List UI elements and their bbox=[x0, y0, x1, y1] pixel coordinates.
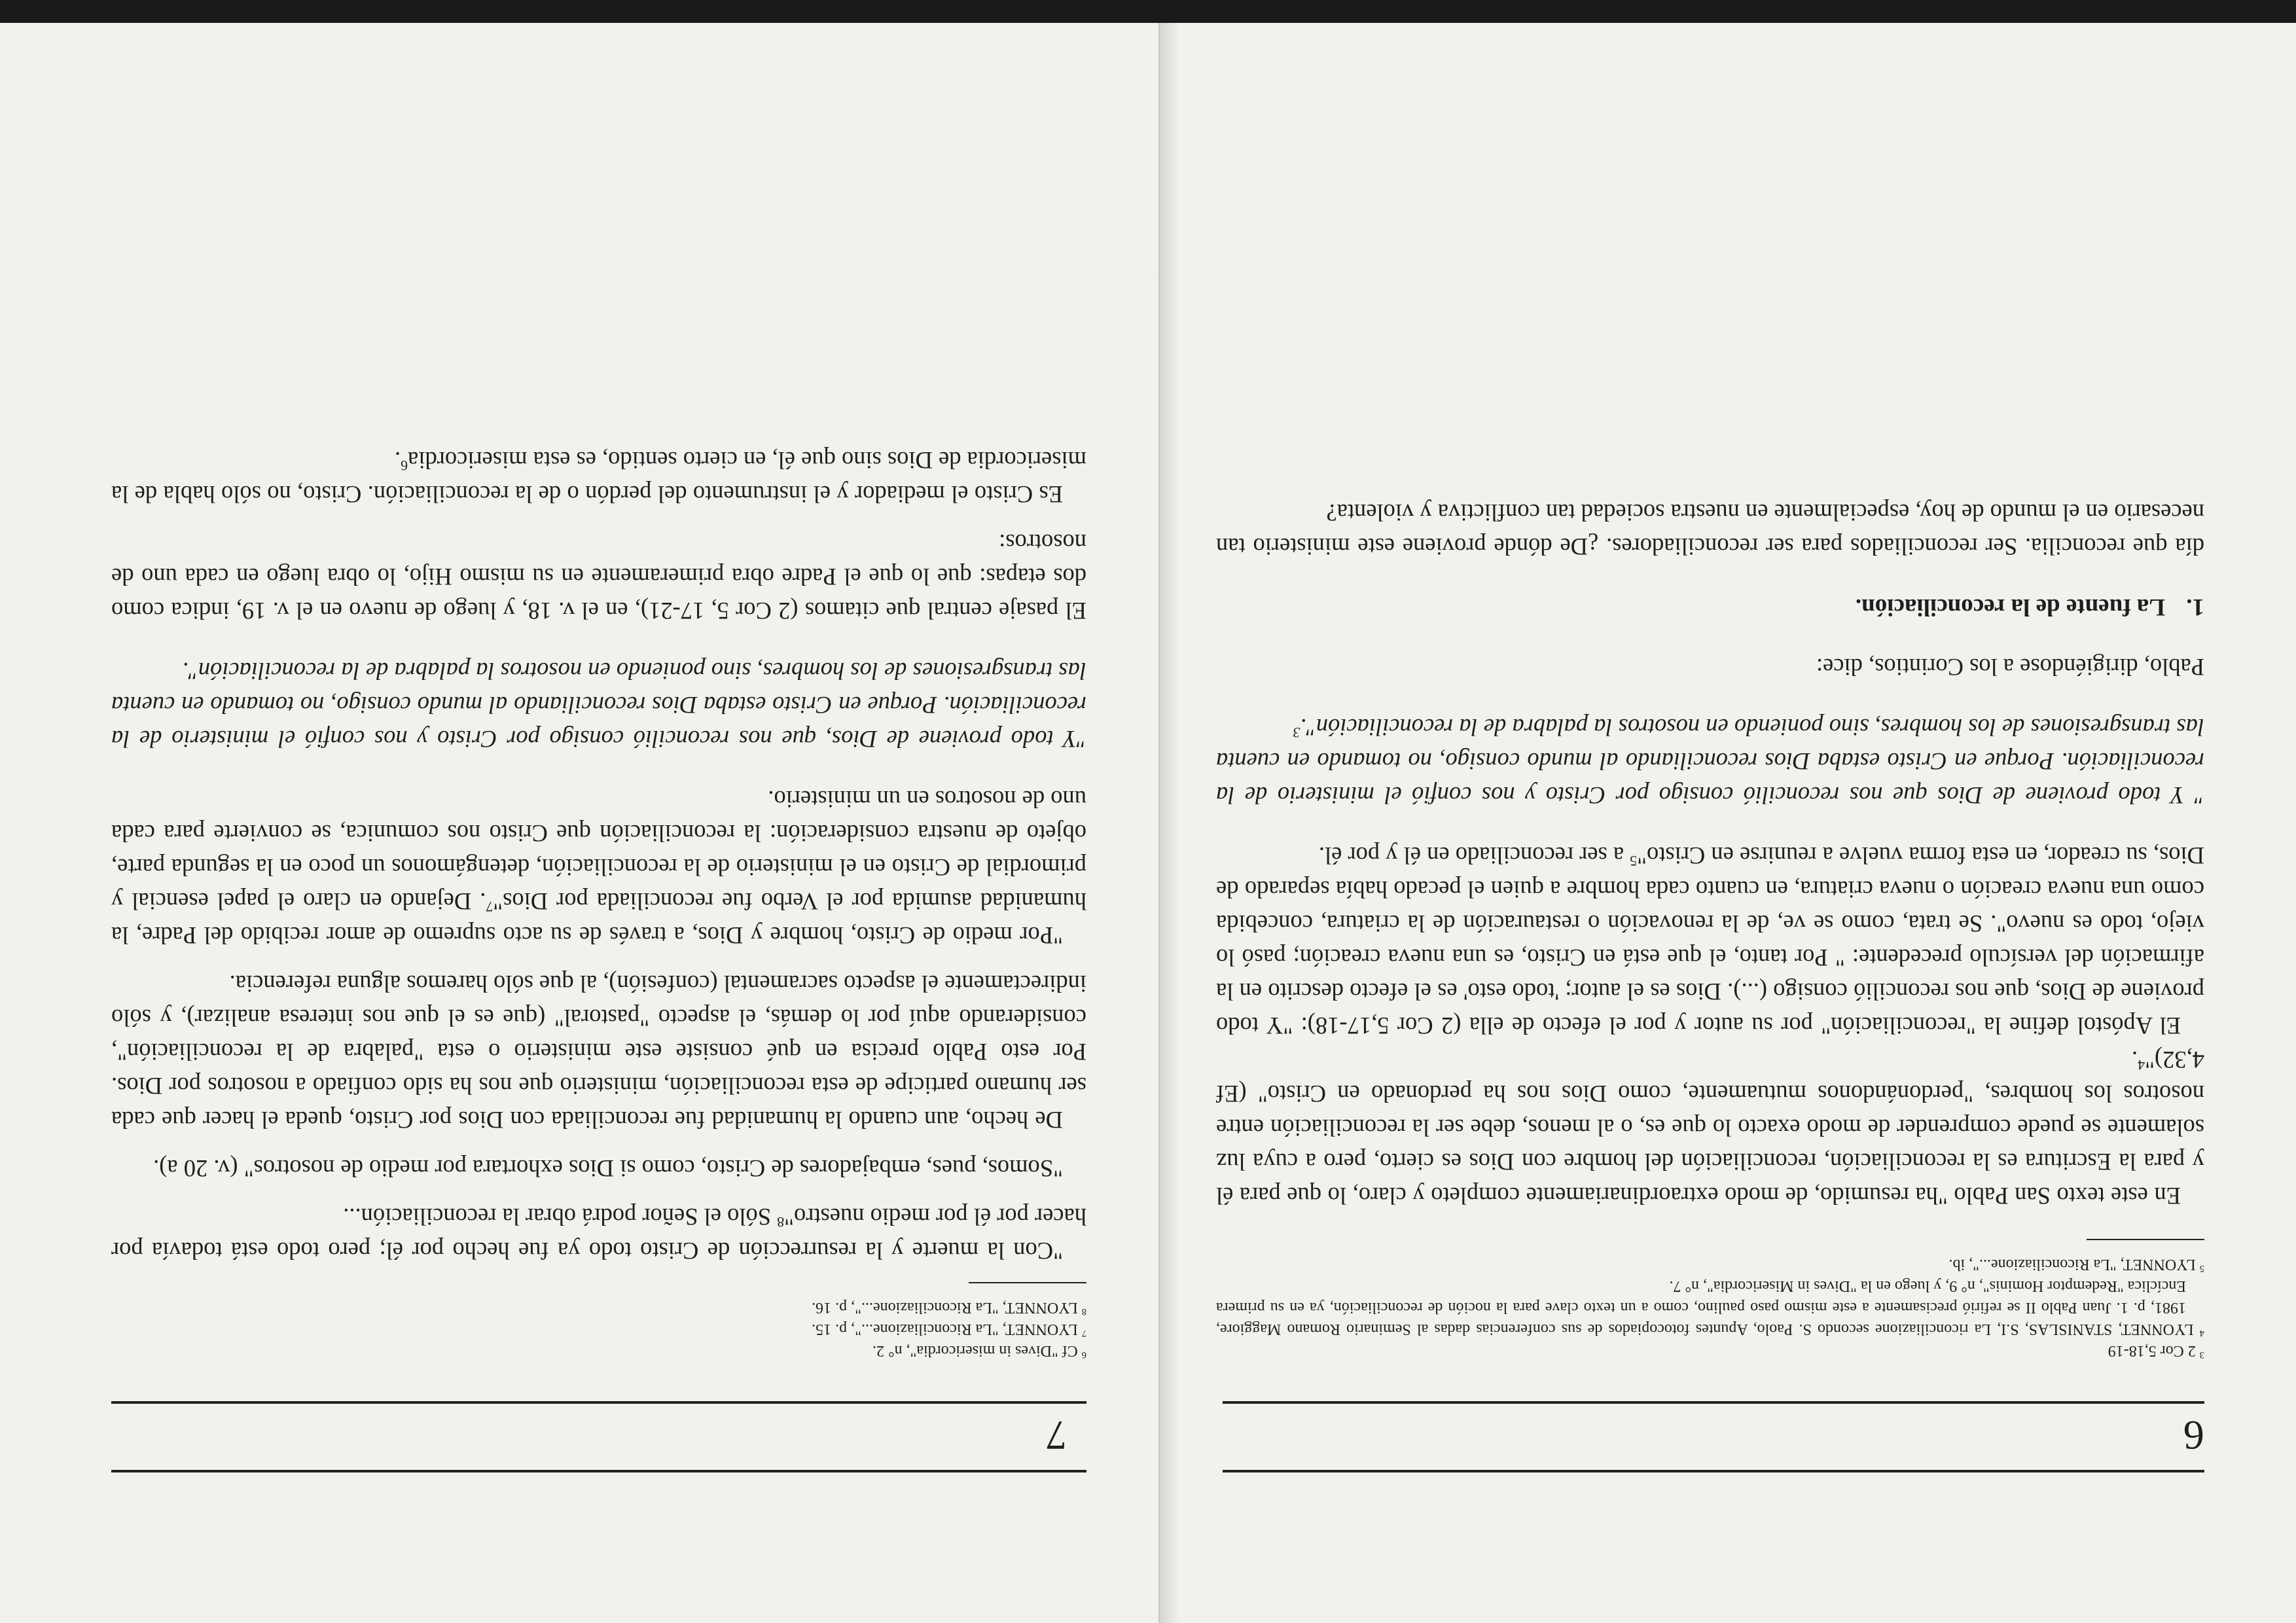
footnote: $^4$ LYONNET, STANISLAS, S.I, La riconciliazione secondo S. Paolo, Apuntes fotocopiados de sus conferencias dadas al Seminario Romano Maggiore, 1981, p. 1. Juan Pablo II se refirió precisamente a este mismo paso paulino, como a un texto clave para la noción de reconciliación, ya en su primera Encíclica "Redemptor Hominis", n° 9, y luego en la "Dives in Misericordia", n° 7. bbox=[1215, 1277, 2204, 1338]
body-paragraph: "Somos, pues, embajadores de Cristo, como si Dios exhortara por medio de nosotros" (v. 20 a). bbox=[153, 1155, 1063, 1182]
body-paragraph: Es Cristo el mediador y el instrumento del perdón o de la reconciliación. Cristo, no sólo habla de la misericordia de Dios sino que él, en cierto sentido, es esta misericordia$^6$. bbox=[111, 447, 1086, 508]
intro-line: Pablo, dirigiéndose a los Corintios, dice: bbox=[1816, 654, 2204, 681]
page-number: 6 bbox=[2183, 1412, 2204, 1459]
page-7 bbox=[0, 23, 1158, 1623]
header-rule-top bbox=[1223, 1470, 2204, 1472]
section-heading: 1.La fuente de la reconciliación. bbox=[1855, 594, 2204, 620]
header-rule-bottom bbox=[111, 1401, 1086, 1404]
footnote-divider bbox=[969, 1282, 1086, 1283]
body-paragraph: En este texto San Pablo "ha resumido, de modo extraordinariamente completo y claro, lo que para él y para la Escritura es la reconciliación, reconciliación del hombre con Dios es cierto, pero a cuya luz solamente se puede comprender de modo exacto lo que es, o al menos, debe ser la reconciliación entre nosotros los hombres, "perdonándonos mutuamente, como Dios nos ha perdonado en Cristo" (Ef 4,32)"$^4$. bbox=[1216, 1046, 2204, 1209]
left-page-text bbox=[1216, 495, 2204, 1361]
header-rule-top bbox=[111, 1470, 1086, 1472]
page-number: 7 bbox=[1046, 1412, 1067, 1459]
block-quote: "Y todo proviene de Dios, que nos reconcilió consigo por Cristo y nos confió el ministerio de la reconciliación. Porque en Cristo estaba Dios reconciliando al mundo consigo, no tomando en cuenta las transgresiones de los hombres, sino poniendo en nosotros la palabra de la reconciliación". bbox=[111, 658, 1086, 753]
body-paragraph: "Con la muerte y la resurrección de Cristo todo ya fue hecho por él; pero todo está todavía por hacer por él por medio nuestro"$^8$ Sólo el Señor podrá obrar la reconciliación... bbox=[111, 1204, 1086, 1264]
footnote: $^5$ LYONNET, "La Riconciliazione...", ib. bbox=[1948, 1256, 2204, 1274]
footnote: $^3$ 2 Cor 5,18-19 bbox=[2108, 1342, 2204, 1360]
header-rule-bottom bbox=[1223, 1401, 2204, 1404]
footnote: $^6$ Cf "Dives in misericordia", n° 2. bbox=[872, 1342, 1086, 1360]
block-quote: " Y todo proviene de Dios que nos reconcilió consigo por Cristo y nos confió el ministerio de la reconciliación. Porque en Cristo estaba Dios reconciliando al mundo consigo, no tomando en cuenta las transgresiones de los hombres, sino poniendo en nosotros la palabra de la reconciliación".$^3$ bbox=[1216, 714, 2204, 809]
body-paragraph: De hecho, aun cuando la humanidad fue reconciliada con Dios por Cristo, queda el hacer que cada ser humano participe de esta reconciliación, ministerio que nos ha sido confiado a nosotros por Dios. Por esto Pablo precisa en qué consiste este ministerio o esta "palabra de la reconciliación", considerando aquí por lo demás, el aspecto "pastoral" (que es el que nos interesa analizar), y sólo indirectamente el aspecto sacramental (confesión), al que sólo haremos alguna referencia. bbox=[111, 971, 1086, 1133]
footnote-divider bbox=[2087, 1239, 2204, 1240]
footnote: $^8$ LYONNET, "La Riconciliazione...", p. 16. bbox=[812, 1299, 1086, 1317]
body-paragraph: El Apóstol define la "reconciliación" por su autor y por el efecto de ella (2 Cor 5,17-18): "Y todo proviene de Dios, que nos reconcilió consigo (...). Dios es el autor; 'todo esto' es el efecto descrito en la afirmación del versículo precedente: " Por tanto, el que está en Cristo, es una nueva creación; pasó lo viejo, todo es nuevo". Se trata, como se ve, de la renovación o restauración de la criatura, concebida como una nueva creación o nueva criatura, en cuanto cada hombre a quien el pecado había separado de Dios, su creador, en esta forma vuelve a reunirse en Cristo"$^5$ a ser reconciliado en él y por él. bbox=[1216, 842, 2204, 1039]
body-paragraph: El pasaje central que citamos (2 Cor 5, 17-21), en el v. 18, y luego de nuevo en el v. 19, indica como dos etapas: que lo que el Padre obra primeramente en su mismo Hijo, lo obra luego en cada uno de nosotros: bbox=[111, 529, 1086, 624]
page-6 bbox=[1138, 23, 2296, 1623]
body-paragraph: "Por medio de Cristo, hombre y Dios, a través de su acto supremo de amor recibido del Padre, la humanidad asumida por el Verbo fue reconciliada por Dios"$^7$. Dejando en claro el papel esencial y primordial de Cristo en el ministerio de la reconciliación, detengámonos un poco en la segunda parte, objeto de nuestra consideración: la reconciliación que Cristo nos comunica, se convierte para cada uno de nosotros en un ministerio. bbox=[111, 786, 1086, 949]
body-paragraph: día que reconcilia. Ser reconciliados para ser reconciliadores. ¿De dónde proviene este ministerio tan necesario en el mundo de hoy, especialmente en nuestra sociedad tan conflictiva y violenta? bbox=[1216, 499, 2204, 560]
footnote: $^7$ LYONNET, "La Riconciliazione...", p. 15. bbox=[812, 1321, 1086, 1338]
right-page-text bbox=[111, 443, 1086, 1361]
